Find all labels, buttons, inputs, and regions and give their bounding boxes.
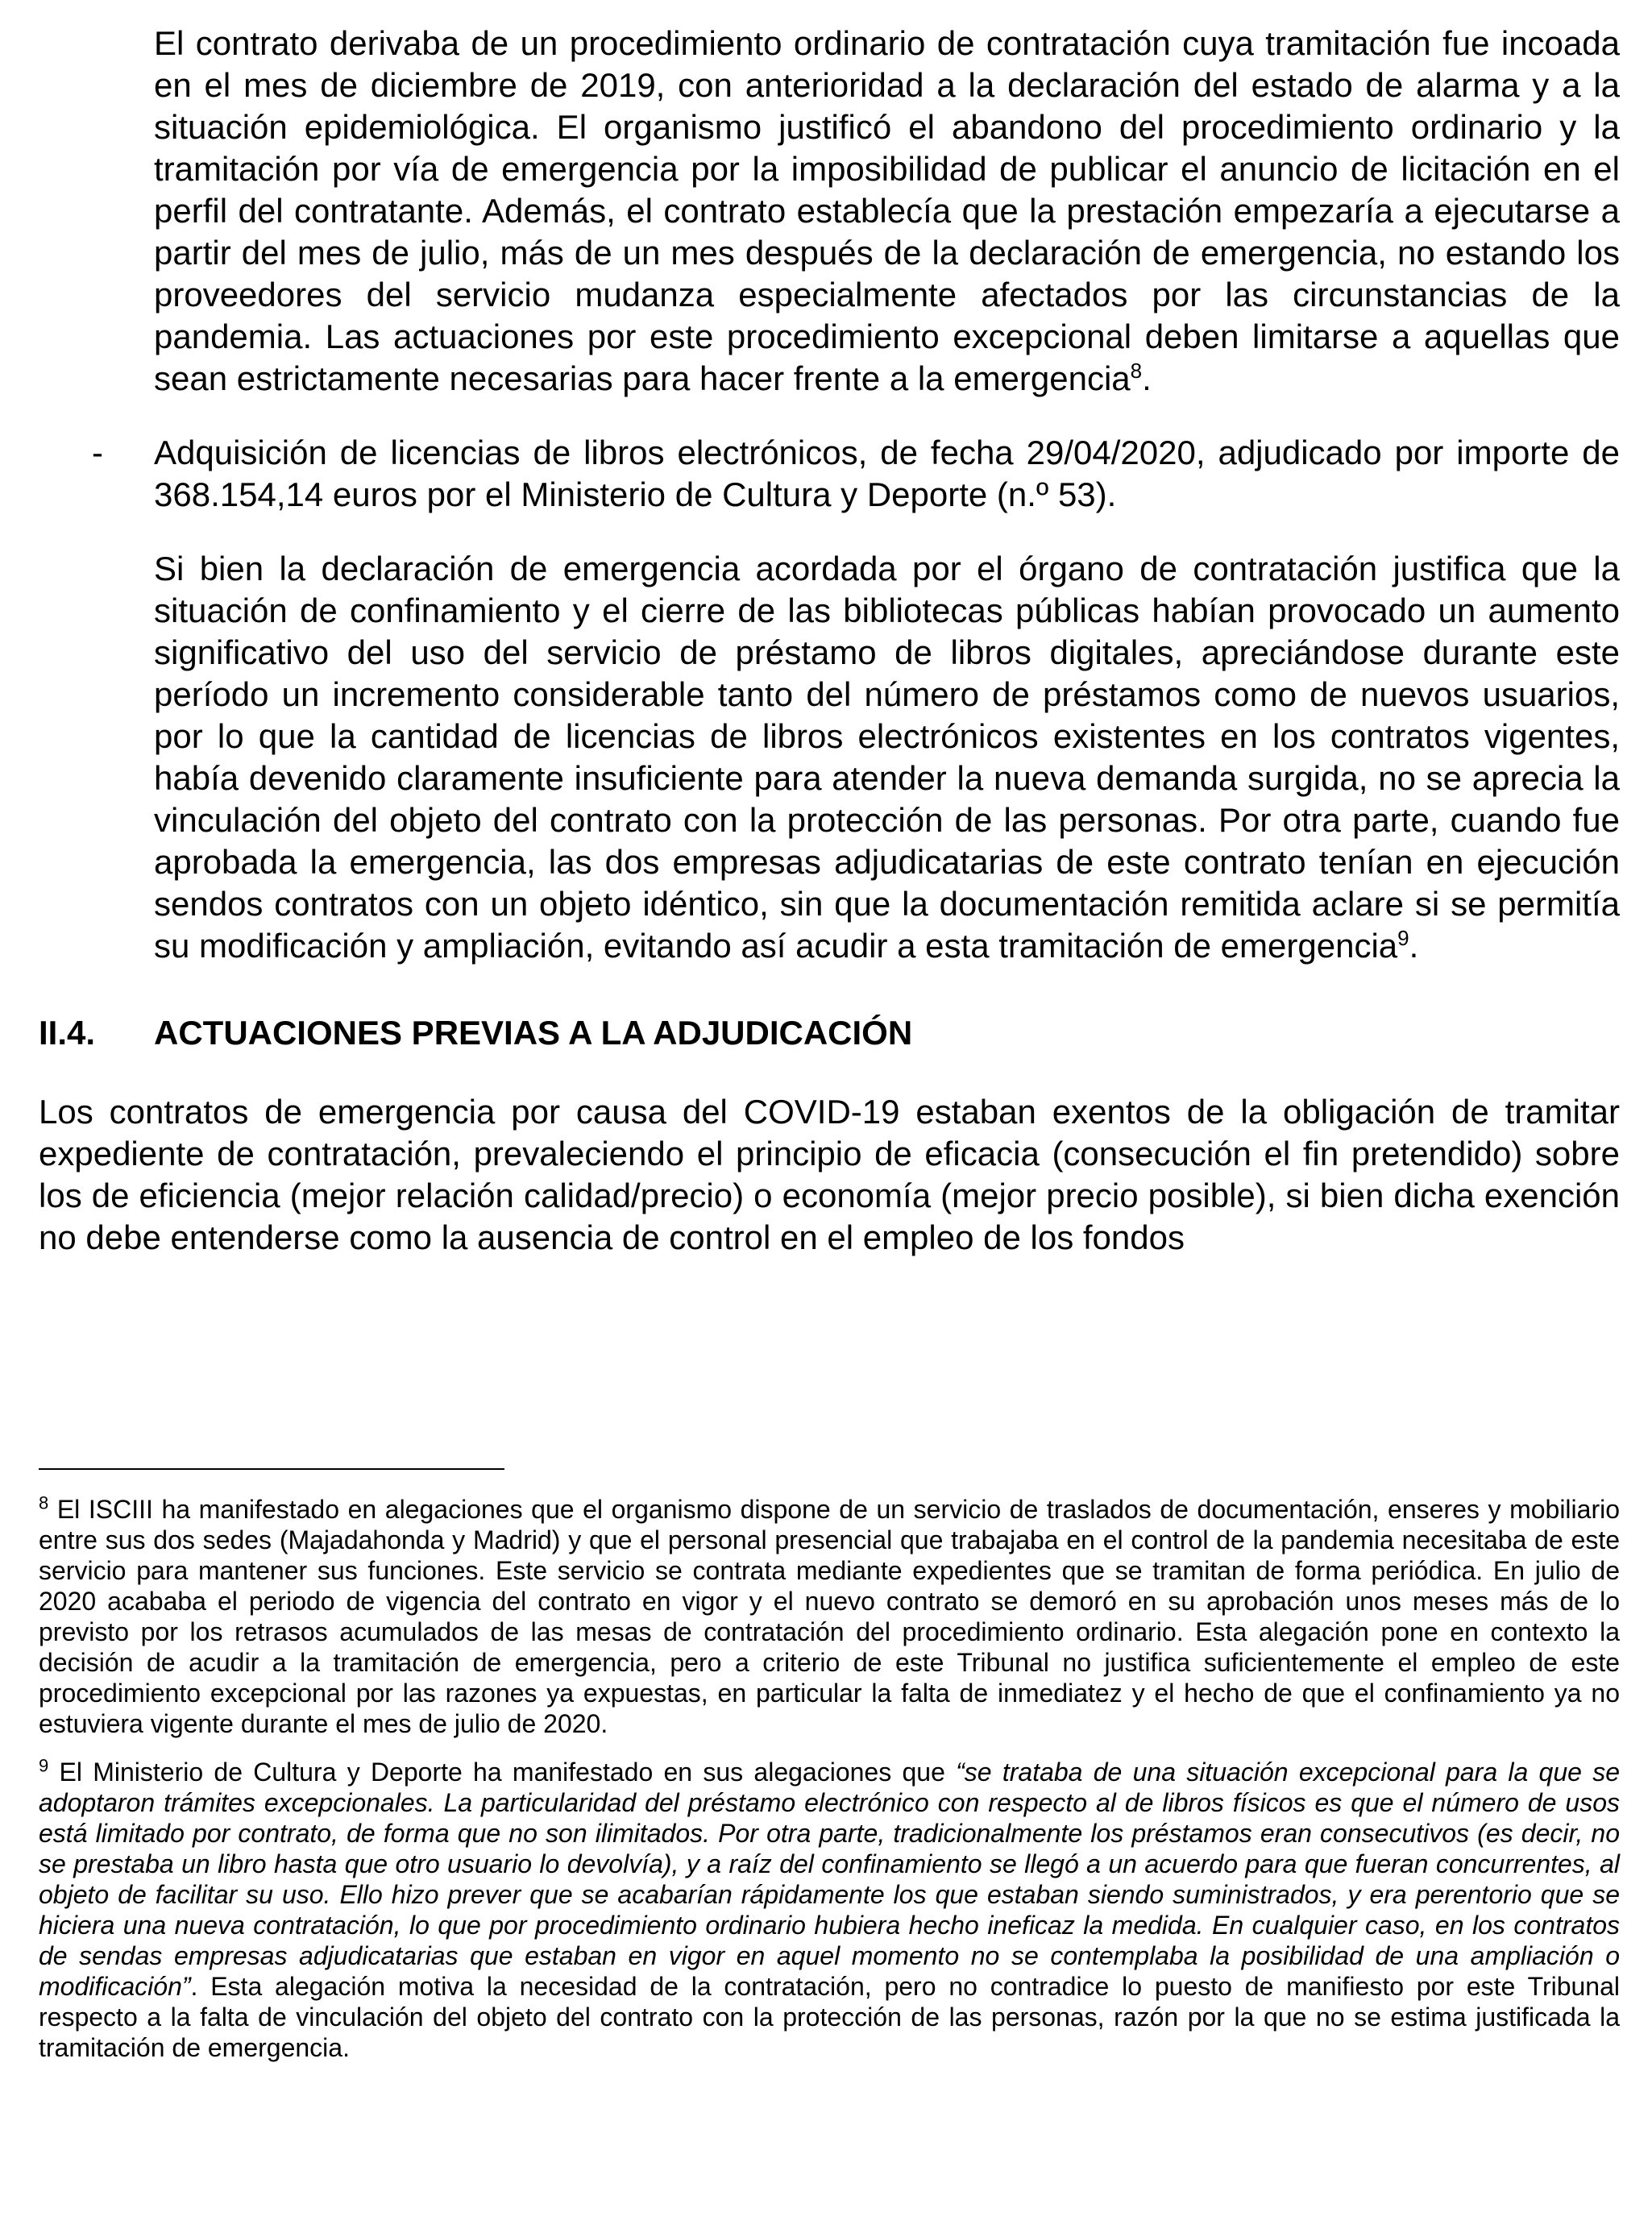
paragraph-contract-justification [154,23,1620,400]
paragraph-ebook-analysis [154,548,1620,967]
footnotes [39,1468,1620,2063]
document-page [39,23,1620,1259]
section-heading [39,1012,1620,1054]
paragraph-tail: . [1142,359,1152,397]
footnote-text: El ISCIII ha manifestado en alegaciones que el organismo dispone de un servicio de traslados de documentación, enseres y mobiliario entre sus dos sedes (Majadahonda y Madrid) y que el personal presencial que trabajaba en el control de la pandemia necesitaba de este servicio para mantener sus funciones. Este servicio se contrata mediante expedientes que se tramitan de forma periódica. En julio de 2020 acababa el periodo de vigencia del contrato en vigor y el nuevo contrato se demoró en su aprobación unos meses más de lo previsto por los retrasos acumulados de las mesas de contratación del procedimiento ordinario. Esta alegación pone en contexto la decisión de acudir a la tramitación de emergencia, pero a criterio de este Tribunal no justifica suficientemente el empleo de este procedimiento excepcional por las razones ya expuestas, en particular la falta de inmediatez y el hecho de que el confinamiento ya no estuviera vigente durante el mes de julio de 2020. [39,1495,1620,1738]
list-item-ebook-licenses [39,432,1620,516]
footnote-ref-9[interactable]: 9 [1397,926,1409,950]
footnote-8 [39,1494,1620,1739]
footnote-ref-8[interactable]: 8 [1130,359,1143,383]
paragraph-emergency-contracts: Los contratos de emergencia por causa del COVID-19 estaban exentos de la obligación de tramitar expediente de contratación, prevaleciendo el principio de eficacia (consecución el fin pretendido) sobre los de eficiencia (mejor relación calidad/precio) o economía (mejor precio posible), si bien dicha exención no debe entenderse como la ausencia de control en el empleo de los fondos [39,1093,1620,1256]
list-dash: - [92,434,103,471]
footnote-quote: “se trataba de una situación excepcional para la que se adoptaron trámites excepcionales. La particularidad del préstamo electrónico con respecto al de libros físicos es que el número de usos está limitado por contrato, de forma que no son ilimitados. Por otra parte, tradicionalmente los préstamos eran consecutivos (es decir, no se prestaba un libro hasta que otro usuario lo devolvía), y a raíz del confinamiento se llegó a un acuerdo para que fueran concurrentes, al objeto de facilitar su uso. Ello hizo prever que se acabarían rápidamente los que estaban siendo suministrados, y era perentorio que se hiciera una nueva contratación, lo que por procedimiento ordinario hubiera hecho ineficaz la medida. En cualquier caso, en los contratos de sendas empresas adjudicatarias que estaban en vigor en aquel momento no se contemplaba la posibilidad de una ampliación o modificación” [39,1758,1621,2001]
footnote-tail: . Esta alegación motiva la necesidad de la contratación, pero no contradice lo puesto de manifiesto por este Tribunal respecto a la falta de vinculación del objeto del contrato con la protección de las personas, razón por la que no se estima justificada la tramitación de emergencia. [39,1972,1620,2062]
section-number: II.4. [39,1014,96,1052]
footnote-9 [39,1757,1620,2063]
footnote-mark: 9 [39,1755,49,1776]
paragraph-text: El contrato derivaba de un procedimiento ordinario de contratación cuya tramitación fue incoada en el mes de diciembre de 2019, con anterioridad a la declaración del estado de alarma y a la situación epidemiológica. El organismo justificó el abandono del procedimiento ordinario y la tramitación por vía de emergencia por la imposibilidad de publicar el anuncio de licitación en el perfil del contratante. Además, el contrato establecía que la prestación empezaría a ejecutarse a partir del mes de julio, más de un mes después de la declaración de emergencia, no estando los proveedores del servicio mudanza especialmente afectados por las circunstancias de la pandemia. Las actuaciones por este procedimiento excepcional deben limitarse a aquellas que sean estrictamente necesarias para hacer frente a la emergencia [154,24,1620,397]
paragraph-tail: . [1409,927,1419,965]
section-title: ACTUACIONES PREVIAS A LA ADJUDICACIÓN [154,1014,913,1052]
paragraph-text: Si bien la declaración de emergencia acordada por el órgano de contratación justifica que la situación de confinamiento y el cierre de las bibliotecas públicas habían provocado un aumento significativo del uso del servicio de préstamo de libros digitales, apreciándose durante este período un incremento considerable tanto del número de préstamos como de nuevos usuarios, por lo que la cantidad de licencias de libros electrónicos existentes en los contratos vigentes, había devenido claramente insuficiente para atender la nueva demanda surgida, no se aprecia la vinculación del objeto del contrato con la protección de las personas. Por otra parte, cuando fue aprobada la emergencia, las dos empresas adjudicatarias de este contrato tenían en ejecución sendos contratos con un objeto idéntico, sin que la documentación remitida aclare si se permitía su modificación y ampliación, evitando así acudir a esta tramitación de emergencia [154,550,1620,965]
footnote-mark: 8 [39,1492,49,1513]
footnote-separator [39,1468,504,1470]
footnote-lead: El Ministerio de Cultura y Deporte ha manifestado en sus alegaciones que [48,1758,957,1787]
list-item-text: Adquisición de licencias de libros electrónicos, de fecha 29/04/2020, adjudicado por importe de 368.154,14 euros por el Ministerio de Cultura y Deporte (n.º 53). [154,434,1620,513]
